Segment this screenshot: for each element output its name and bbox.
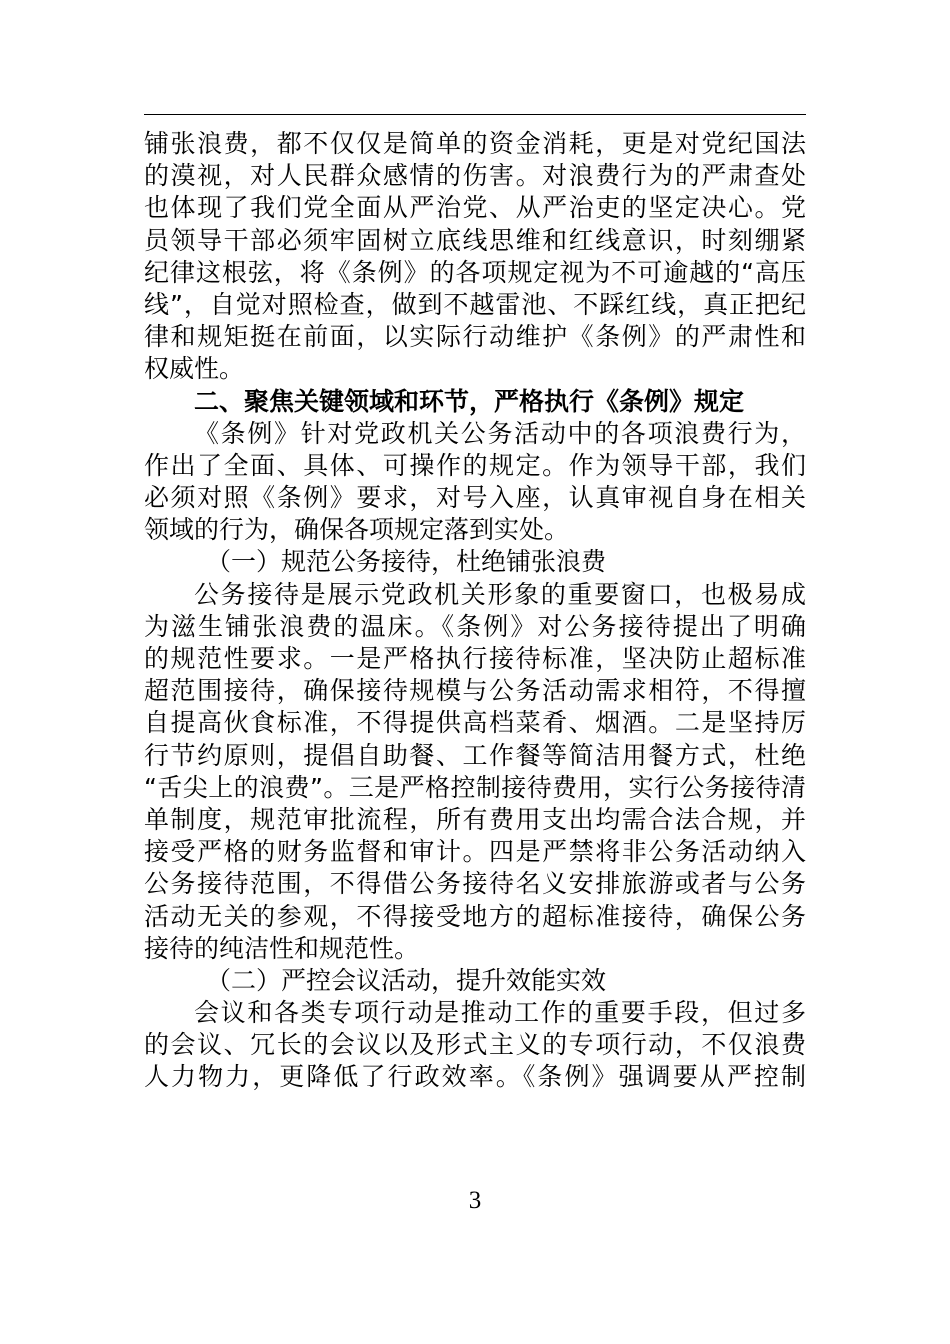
body-line: 单制度，规范审批流程，所有费用支出均需合法合规，并 — [144, 804, 806, 834]
body-line: 的漠视，对人民群众感情的伤害。对浪费行为的严肃查处 — [144, 161, 806, 191]
body-line: 权威性。 — [144, 354, 245, 384]
body-line: 也体现了我们党全面从严治党、从严治吏的坚定决心。党 — [144, 193, 806, 223]
body-line: 线”，自觉对照检查，做到不越雷池、不踩红线，真正把纪 — [144, 289, 806, 319]
body-line: 活动无关的参观，不得接受地方的超标准接待，确保公务 — [144, 901, 806, 931]
subsection-heading: （一）规范公务接待，杜绝铺张浪费 — [206, 547, 607, 577]
section-heading: 二、聚焦关键领域和环节，严格执行《条例》规定 — [194, 386, 745, 416]
body-line: 人力物力，更降低了行政效率。《条例》强调要从严控制 — [144, 1062, 806, 1092]
subsection-heading: （二）严控会议活动，提升效能实效 — [206, 965, 607, 995]
body-line: 员领导干部必须牢固树立底线思维和红线意识，时刻绷紧 — [144, 225, 806, 255]
body-line: 的规范性要求。一是严格执行接待标准，坚决防止超标准 — [144, 644, 806, 673]
body-line: 铺张浪费，都不仅仅是简单的资金消耗，更是对党纪国法 — [144, 129, 806, 158]
header-rule — [144, 114, 806, 115]
body-line: “舌尖上的浪费”。三是严格控制接待费用，实行公务接待清 — [144, 772, 806, 802]
body-line: 律和规矩挺在前面，以实际行动维护《条例》的严肃性和 — [144, 322, 806, 352]
body-line: 领域的行为，确保各项规定落到实处。 — [144, 515, 570, 545]
body-line: 公务接待是展示党政机关形象的重要窗口，也极易成 — [194, 579, 806, 609]
body-line: 作出了全面、具体、可操作的规定。作为领导干部，我们 — [144, 450, 806, 480]
body-line: 必须对照《条例》要求，对号入座，认真审视自身在相关 — [144, 483, 806, 513]
body-line: 为滋生铺张浪费的温床。《条例》对公务接待提出了明确 — [144, 611, 806, 641]
body-line: 接待的纯洁性和规范性。 — [144, 933, 420, 963]
body-line: 《条例》针对党政机关公务活动中的各项浪费行为， — [194, 418, 806, 448]
body-line: 自提高伙食标准，不得提供高档菜肴、烟酒。二是坚持厉 — [144, 708, 806, 738]
body-line: 接受严格的财务监督和审计。四是严禁将非公务活动纳入 — [144, 837, 806, 867]
body-line: 超范围接待，确保接待规模与公务活动需求相符，不得擅 — [144, 676, 806, 706]
page-number: 3 — [468, 1187, 482, 1214]
body-line: 会议和各类专项行动是推动工作的重要手段，但过多 — [194, 998, 806, 1028]
body-line: 行节约原则，提倡自助餐、工作餐等简洁用餐方式，杜绝 — [144, 740, 806, 770]
document-body — [144, 128, 806, 1094]
body-line: 公务接待范围，不得借公务接待名义安排旅游或者与公务 — [144, 869, 806, 899]
body-line: 纪律这根弦，将《条例》的各项规定视为不可逾越的“高压 — [144, 257, 806, 287]
body-line: 的会议、冗长的会议以及形式主义的专项行动，不仅浪费 — [144, 1030, 806, 1060]
